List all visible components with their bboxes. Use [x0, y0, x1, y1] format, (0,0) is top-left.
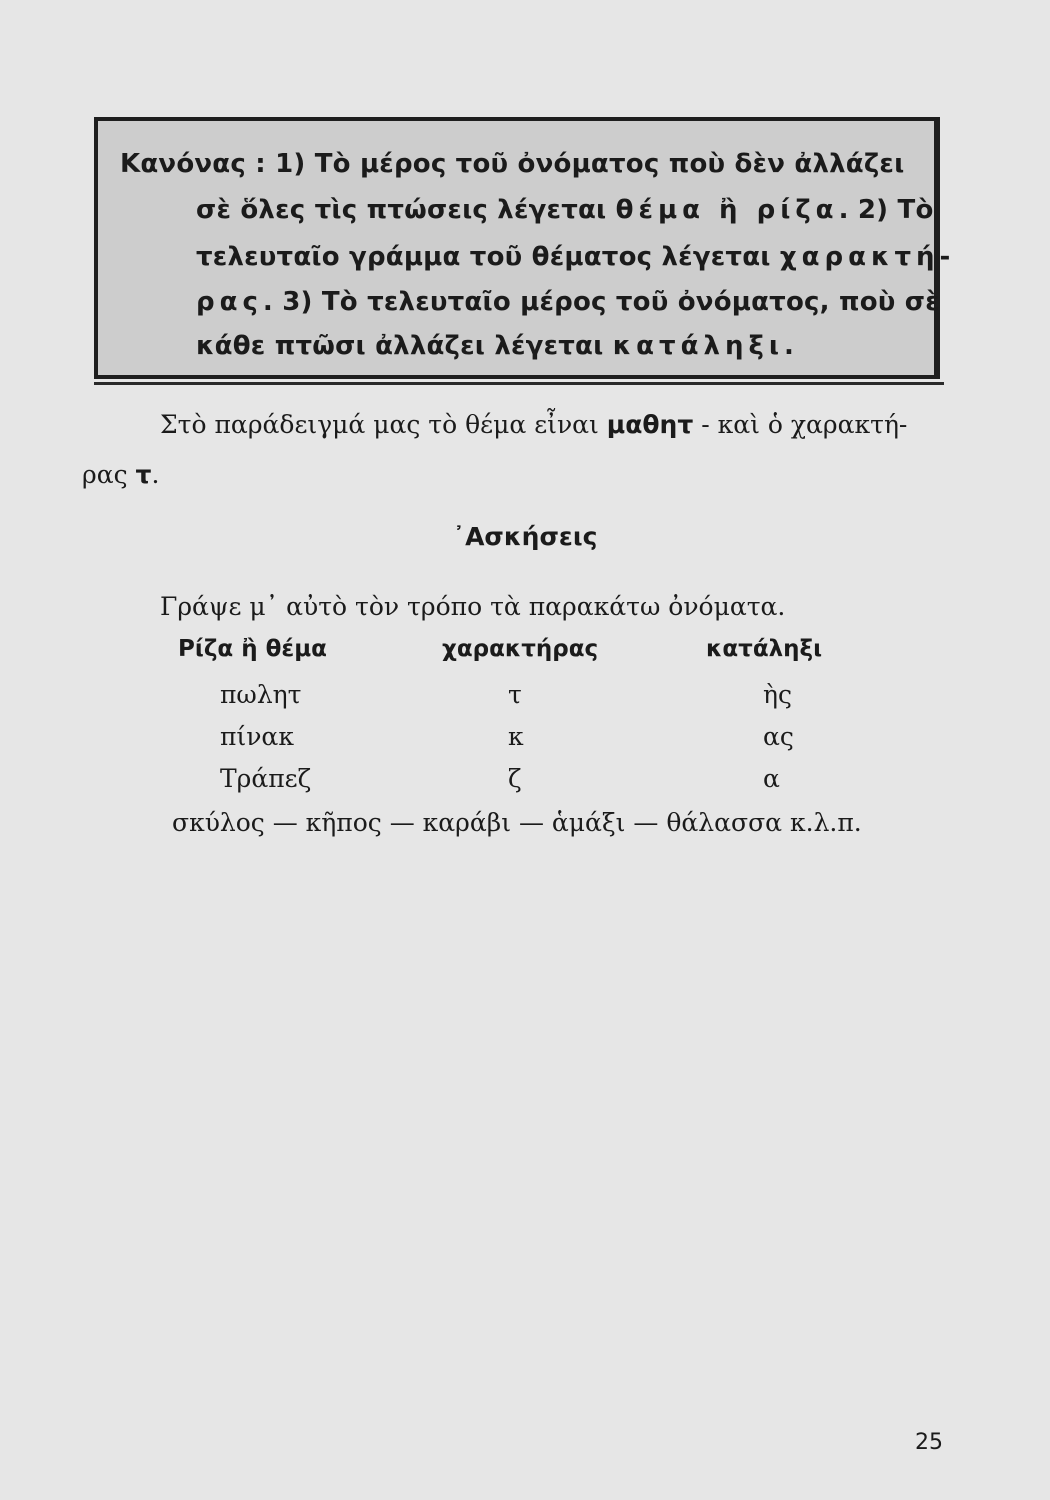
- rule-line-3: [196, 242, 956, 272]
- rule-text: . 2) Τὸ: [838, 195, 934, 225]
- rule-text: . 3) Τὸ τελευταῖο μέρος τοῦ ὀνόματος, ποὺ σὲ: [262, 287, 940, 317]
- example-paragraph-cont: ρας τ.: [82, 460, 160, 489]
- table-cell: πωλητ: [220, 680, 302, 709]
- table-header-stem: Ρίζα ἢ θέμα: [178, 636, 327, 662]
- table-cell: κ: [508, 722, 524, 751]
- table-cell: α: [763, 764, 780, 793]
- rule-text: Κανόνας : 1) Τὸ μέρος τοῦ ὀνόματος ποὺ δὲν ἀλλάζει: [120, 149, 905, 179]
- table-cell: ὴς: [763, 680, 792, 709]
- table-header-ending: κατάληξι: [706, 636, 823, 662]
- table-cell: ζ: [508, 764, 522, 793]
- table-cell: Τράπεζ: [220, 764, 312, 793]
- rule-line-1: [120, 149, 922, 179]
- rule-text: .: [783, 331, 795, 361]
- term-ending: κατάληξι: [612, 331, 784, 361]
- term-character: ρας: [196, 287, 263, 317]
- rule-box: [94, 117, 956, 379]
- example-paragraph: Στὸ παράδειγμά μας τὸ θέμα εἶναι μαθητ - καὶ ὁ χαρακτή-: [160, 410, 908, 439]
- rule-text: κάθε πτῶσι ἀλλάζει λέγεται: [196, 331, 613, 361]
- example-stem: μαθητ: [606, 410, 694, 439]
- page-number: 25: [915, 1430, 943, 1455]
- example-character: τ: [135, 460, 152, 489]
- rule-line-2: [196, 195, 934, 225]
- rule-line-5: [196, 331, 922, 361]
- rule-text: τελευταῖο γράμμα τοῦ θέματος λέγεται: [196, 242, 780, 272]
- table-cell: τ: [508, 680, 522, 709]
- rule-underline: [94, 382, 944, 385]
- table-header-character: χαρακτήρας: [442, 636, 599, 662]
- word-list: σκύλος — κῆπος — καράβι — ἁμάξι — θάλασσα κ.λ.π.: [172, 808, 862, 837]
- exercises-heading: ᾿Ασκήσεις: [452, 522, 598, 551]
- table-cell: ας: [763, 722, 794, 751]
- rule-text: σὲ ὅλες τὶς πτώσεις λέγεται: [196, 195, 616, 225]
- rule-line-4: [196, 287, 940, 317]
- exercises-instruction: Γράψε μ᾿ αὐτὸ τὸν τρόπο τὰ παρακάτω ὀνόματα.: [160, 592, 786, 621]
- term-character: χαρακτή-: [779, 242, 956, 272]
- term-stem: θέμα ἢ ρίζα: [615, 195, 839, 225]
- table-cell: πίνακ: [220, 722, 294, 751]
